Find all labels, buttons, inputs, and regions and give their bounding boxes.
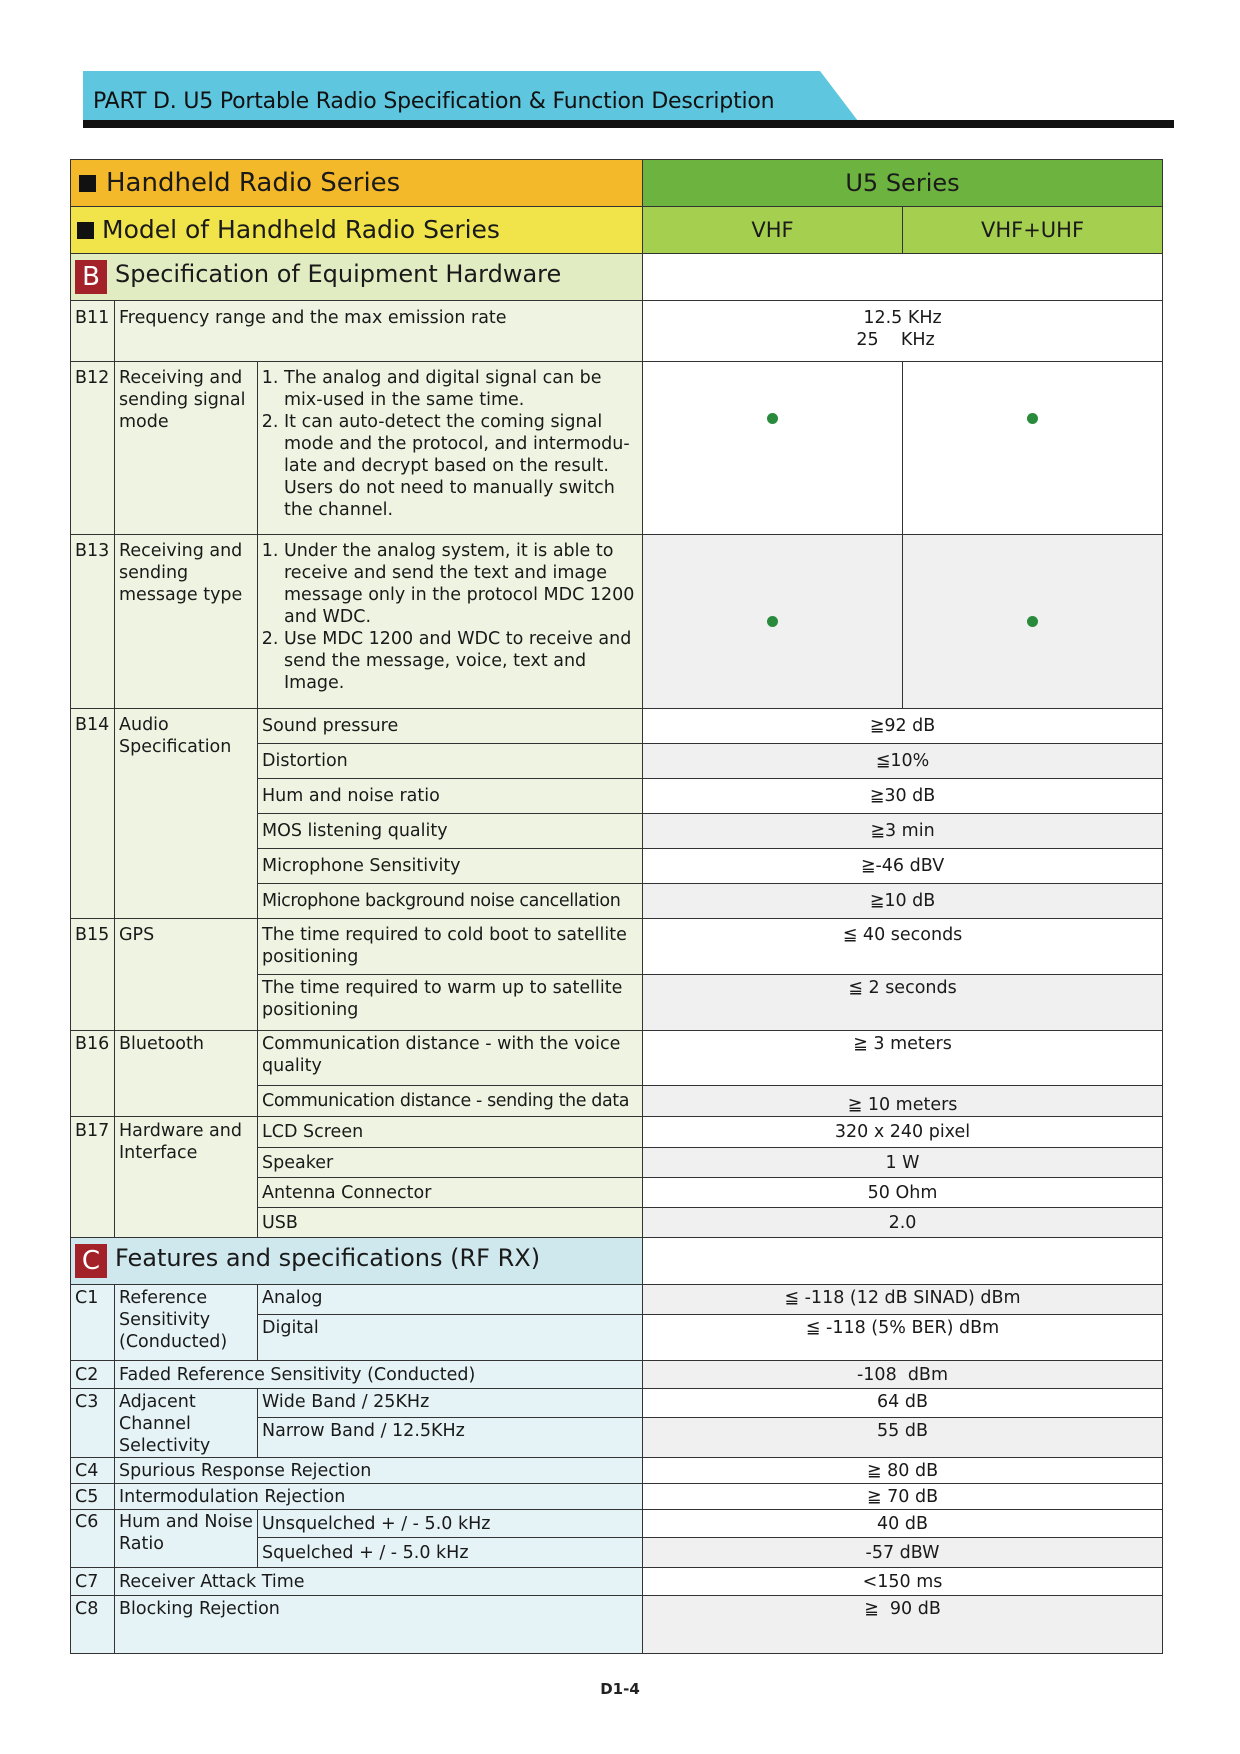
- section-b-blank: [643, 254, 1163, 301]
- spec-sub-label: Unsquelched + / - 5.0 kHz: [258, 1510, 643, 1538]
- spec-row-b15: [71, 919, 1163, 975]
- square-bullet-icon: [77, 222, 94, 239]
- support-vhf: [643, 535, 903, 709]
- spec-row-b17: [71, 1117, 1163, 1148]
- spec-description: [258, 535, 643, 709]
- spec-row-c6: [71, 1510, 1163, 1538]
- spec-id: B16: [71, 1031, 115, 1117]
- spec-value: ≧ 90 dB: [643, 1596, 1163, 1654]
- section-b-header: [71, 254, 643, 301]
- spec-value: ≧10 dB: [643, 884, 1163, 919]
- spec-sub-label: Antenna Connector: [258, 1178, 643, 1208]
- series-label-cell: [71, 160, 643, 207]
- spec-value: 1 W: [643, 1148, 1163, 1178]
- series-value: U5 Series: [643, 160, 1163, 207]
- list-item: 2. Use MDC 1200 and WDC to receive and send the message, voice, text and Image.: [284, 628, 638, 694]
- spec-value: 50 Ohm: [643, 1178, 1163, 1208]
- spec-row-b16: [71, 1031, 1163, 1086]
- section-b-row: [71, 254, 1163, 301]
- spec-id: C5: [71, 1484, 115, 1510]
- spec-id: B13: [71, 535, 115, 709]
- section-b-letter: B: [75, 260, 107, 294]
- spec-value: ≧-46 dBV: [643, 849, 1163, 884]
- supported-dot-icon: [767, 413, 778, 424]
- section-c-letter: C: [75, 1244, 107, 1278]
- model-label-cell: [71, 207, 643, 254]
- value-line: 25 KHz: [856, 330, 935, 350]
- support-vhf-uhf: [903, 362, 1163, 535]
- spec-name: Reference Sensitivity (Conducted): [115, 1285, 258, 1361]
- spec-name: Adjacent Channel Selectivity: [115, 1389, 258, 1458]
- spec-id: B17: [71, 1117, 115, 1238]
- spec-sub-label: Distortion: [258, 744, 643, 779]
- spec-id: C6: [71, 1510, 115, 1568]
- spec-id: B11: [71, 301, 115, 362]
- spec-value: ≧ 80 dB: [643, 1458, 1163, 1484]
- spec-value: 40 dB: [643, 1510, 1163, 1538]
- spec-value: ≧92 dB: [643, 709, 1163, 744]
- square-bullet-icon: [79, 175, 96, 192]
- spec-id: C2: [71, 1361, 115, 1389]
- spec-row-c5: [71, 1484, 1163, 1510]
- spec-sub-label: Speaker: [258, 1148, 643, 1178]
- spec-value: ≦ -118 (12 dB SINAD) dBm: [643, 1285, 1163, 1315]
- series-label: Handheld Radio Series: [106, 168, 401, 198]
- spec-sub-label: The time required to warm up to satellite positioning: [258, 975, 643, 1031]
- spec-value: 2.0: [643, 1208, 1163, 1238]
- spec-sub-label: LCD Screen: [258, 1117, 643, 1148]
- spec-name: Receiving and sending message type: [115, 535, 258, 709]
- spec-id: B12: [71, 362, 115, 535]
- spec-id: C7: [71, 1568, 115, 1596]
- section-c-row: [71, 1238, 1163, 1285]
- spec-row-c3: [71, 1389, 1163, 1418]
- spec-row-b13: [71, 535, 1163, 709]
- spec-value: -57 dBW: [643, 1538, 1163, 1568]
- spec-name: Blocking Rejection: [115, 1596, 643, 1654]
- header-banner: [83, 71, 858, 121]
- support-vhf-uhf: [903, 535, 1163, 709]
- spec-sub-label: MOS listening quality: [258, 814, 643, 849]
- spec-value: <150 ms: [643, 1568, 1163, 1596]
- column-vhf: VHF: [643, 207, 903, 254]
- spec-name: Intermodulation Rejection: [115, 1484, 643, 1510]
- spec-row-b14: [71, 709, 1163, 744]
- spec-row-b11: [71, 301, 1163, 362]
- spec-value: ≦ 2 seconds: [643, 975, 1163, 1031]
- spec-row-c7: [71, 1568, 1163, 1596]
- series-row: [71, 160, 1163, 207]
- spec-value: 64 dB: [643, 1389, 1163, 1418]
- spec-name: Audio Specification: [115, 709, 258, 919]
- spec-value: ≧ 70 dB: [643, 1484, 1163, 1510]
- spec-name: Faded Reference Sensitivity (Conducted): [115, 1361, 643, 1389]
- spec-sub-label: USB: [258, 1208, 643, 1238]
- spec-name: Frequency range and the max emission rate: [115, 301, 643, 362]
- section-c-blank: [643, 1238, 1163, 1285]
- spec-value: 55 dB: [643, 1418, 1163, 1458]
- spec-id: C4: [71, 1458, 115, 1484]
- page-title: PART D. U5 Portable Radio Specification & Function Description: [93, 89, 775, 114]
- spec-table: [70, 159, 1163, 1654]
- spec-id: C1: [71, 1285, 115, 1361]
- spec-value: ≦ -118 (5% BER) dBm: [643, 1315, 1163, 1361]
- spec-value: ≧ 3 meters: [643, 1031, 1163, 1086]
- spec-name: Receiver Attack Time: [115, 1568, 643, 1596]
- supported-dot-icon: [767, 616, 778, 627]
- spec-name: Spurious Response Rejection: [115, 1458, 643, 1484]
- spec-value: ≧30 dB: [643, 779, 1163, 814]
- spec-sub-label: Sound pressure: [258, 709, 643, 744]
- spec-value: -108 dBm: [643, 1361, 1163, 1389]
- spec-name: Hardware and Interface: [115, 1117, 258, 1238]
- spec-sub-label: Microphone background noise cancellation: [258, 884, 643, 919]
- column-vhf-uhf: VHF+UHF: [903, 207, 1163, 254]
- spec-id: B14: [71, 709, 115, 919]
- spec-name: GPS: [115, 919, 258, 1031]
- spec-row-c2: [71, 1361, 1163, 1389]
- spec-sub-label: Microphone Sensitivity: [258, 849, 643, 884]
- spec-sub-label: The time required to cold boot to satellite positioning: [258, 919, 643, 975]
- spec-description: [258, 362, 643, 535]
- supported-dot-icon: [1027, 413, 1038, 424]
- spec-row-c8: [71, 1596, 1163, 1654]
- support-vhf: [643, 362, 903, 535]
- spec-sub-label: Hum and noise ratio: [258, 779, 643, 814]
- spec-sub-label: Squelched + / - 5.0 kHz: [258, 1538, 643, 1568]
- spec-value: ≧3 min: [643, 814, 1163, 849]
- spec-value: ≧ 10 meters: [643, 1086, 1163, 1117]
- supported-dot-icon: [1027, 616, 1038, 627]
- spec-id: C8: [71, 1596, 115, 1654]
- spec-sub-label: Narrow Band / 12.5KHz: [258, 1418, 643, 1458]
- list-item: 1. The analog and digital signal can be mix-used in the same time.: [284, 367, 638, 411]
- spec-sub-label: Digital: [258, 1315, 643, 1361]
- spec-value: ≦10%: [643, 744, 1163, 779]
- spec-name: Bluetooth: [115, 1031, 258, 1117]
- page-number: D1-4: [600, 1680, 640, 1698]
- spec-sub-label: Analog: [258, 1285, 643, 1315]
- spec-value: ≦ 40 seconds: [643, 919, 1163, 975]
- list-item: 1. Under the analog system, it is able to receive and send the text and image message only in the protocol MDC 1200 and WDC.: [284, 540, 638, 628]
- list-item: 2. It can auto-detect the coming signal mode and the protocol, and intermodu-late and decrypt based on the result. Users do not need to manually switch the channel.: [284, 411, 638, 521]
- header-rule: [83, 120, 1174, 128]
- spec-name: Receiving and sending signal mode: [115, 362, 258, 535]
- spec-id: B15: [71, 919, 115, 1031]
- spec-row-c4: [71, 1458, 1163, 1484]
- spec-sub-label: Communication distance - with the voice quality: [258, 1031, 643, 1086]
- value-line: 12.5 KHz: [863, 308, 942, 328]
- spec-row-c1: [71, 1285, 1163, 1315]
- spec-sub-label: Wide Band / 25KHz: [258, 1389, 643, 1418]
- spec-value: 320 x 240 pixel: [643, 1117, 1163, 1148]
- model-row: [71, 207, 1163, 254]
- spec-id: C3: [71, 1389, 115, 1458]
- spec-row-b12: [71, 362, 1163, 535]
- spec-sub-label: Communication distance - sending the data: [258, 1086, 643, 1117]
- section-c-header: [71, 1238, 643, 1285]
- model-label: Model of Handheld Radio Series: [102, 215, 500, 244]
- section-c-title: Features and specifications (RF RX): [115, 1244, 541, 1272]
- spec-value: [643, 301, 1163, 362]
- spec-name: Hum and Noise Ratio: [115, 1510, 258, 1568]
- section-b-title: Specification of Equipment Hardware: [115, 260, 562, 288]
